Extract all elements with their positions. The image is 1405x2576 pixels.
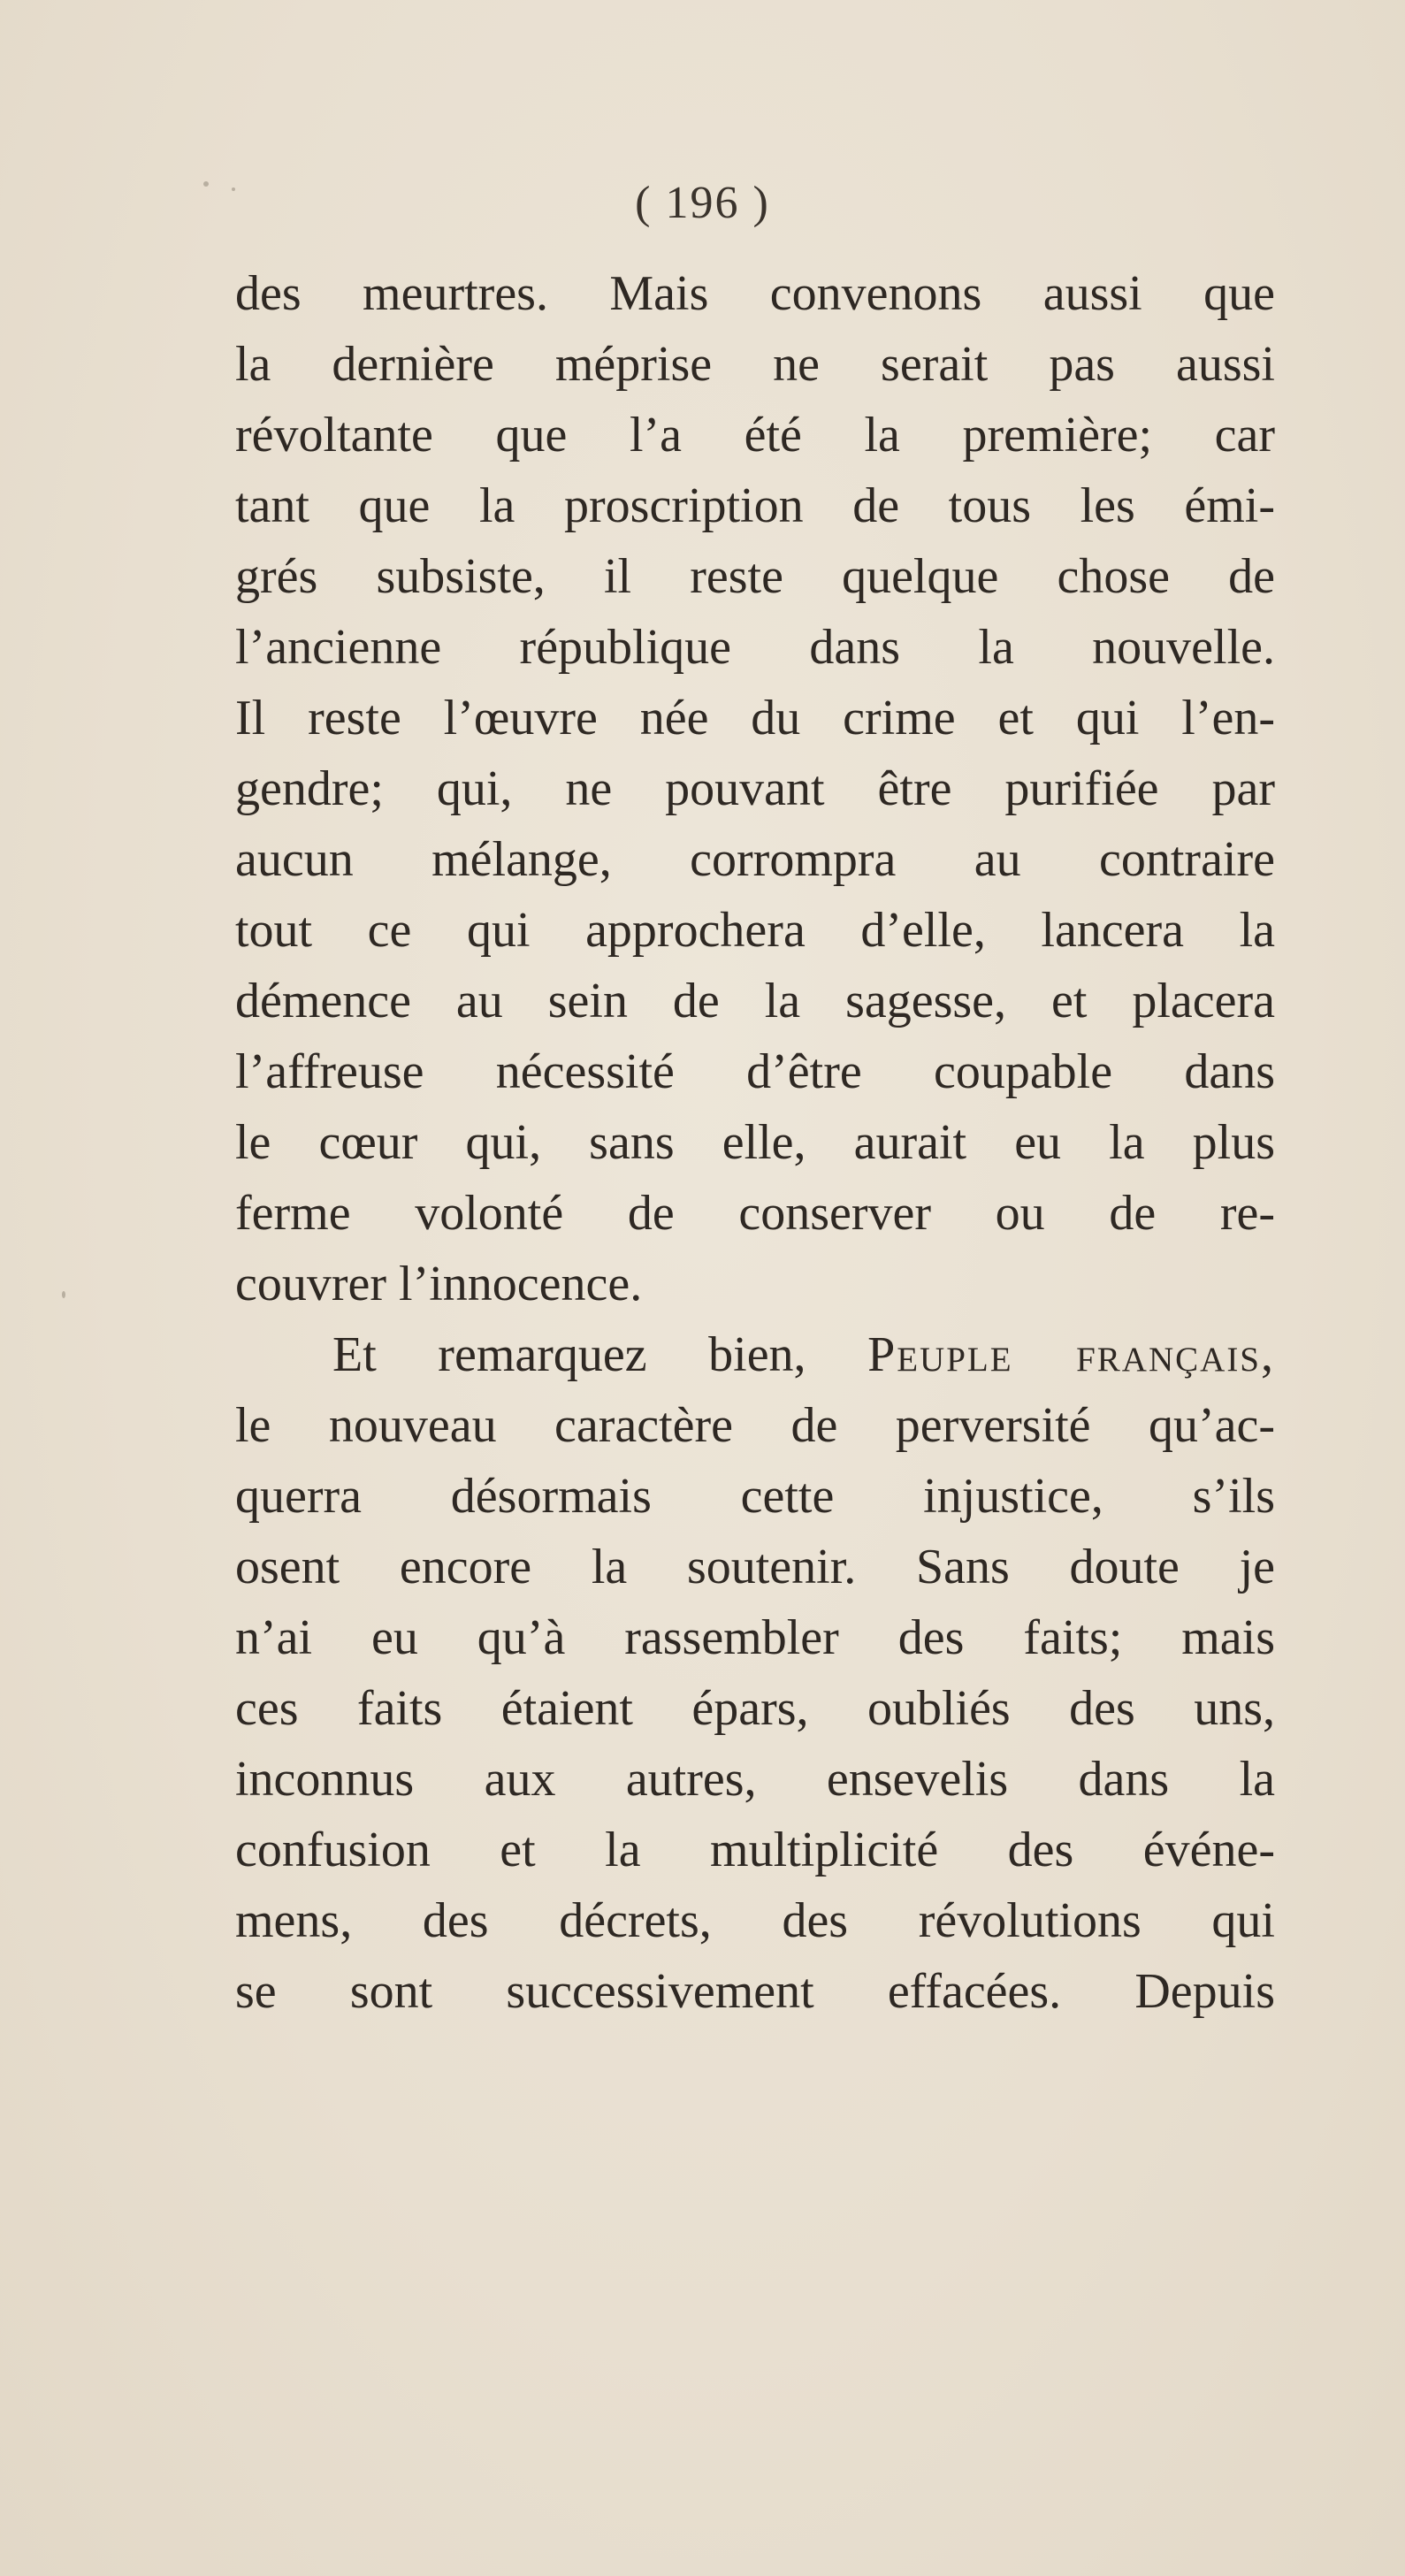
text-line: inconnus aux autres, ensevelis dans la <box>235 1752 1275 1807</box>
paragraph-opening-line <box>235 1319 1275 1390</box>
peuple-francais-smallcaps: Peuple français, <box>867 1327 1275 1382</box>
paragraph-opening-text: Et remarquez bien, <box>332 1327 868 1382</box>
text-line: le nouveau caractère de perversité qu’ac- <box>235 1398 1275 1453</box>
text-line: tout ce qui approchera d’elle, lancera la <box>235 903 1275 958</box>
paper-speck <box>62 1291 65 1298</box>
text-line: tant que la proscription de tous les émi- <box>235 478 1275 533</box>
text-line: querra désormais cette injustice, s’ils <box>235 1469 1275 1524</box>
text-line: couvrer l’innocence. <box>235 1257 643 1311</box>
text-line: des meurtres. Mais convenons aussi que <box>235 266 1275 321</box>
text-line: confusion et la multiplicité des événe- <box>235 1823 1275 1877</box>
text-line: l’affreuse nécessité d’être coupable dans <box>235 1044 1275 1099</box>
body-text <box>235 258 1275 2027</box>
text-line: Il reste l’œuvre née du crime et qui l’en- <box>235 691 1275 745</box>
text-line: ferme volonté de conserver ou de re- <box>235 1186 1275 1241</box>
page-number: ( 196 ) <box>635 178 770 228</box>
text-line: osent encore la soutenir. Sans doute je <box>235 1540 1275 1594</box>
text-line: se sont successivement effacées. Depuis <box>235 1964 1275 2019</box>
text-line: ces faits étaient épars, oubliés des uns, <box>235 1681 1275 1736</box>
text-line: grés subsiste, il reste quelque chose de <box>235 549 1275 604</box>
text-line: la dernière méprise ne serait pas aussi <box>235 337 1275 392</box>
text-line: n’ai eu qu’à rassembler des faits; mais <box>235 1610 1275 1665</box>
text-line: démence au sein de la sagesse, et placera <box>235 974 1275 1028</box>
text-line: révoltante que l’a été la première; car <box>235 408 1275 462</box>
text-line: gendre; qui, ne pouvant être purifiée par <box>235 761 1275 816</box>
text-line: le cœur qui, sans elle, aurait eu la plus <box>235 1115 1275 1170</box>
text-line: l’ancienne république dans la nouvelle. <box>235 620 1275 675</box>
text-line: aucun mélange, corrompra au contraire <box>235 832 1275 887</box>
text-line: mens, des décrets, des révolutions qui <box>235 1893 1275 1948</box>
